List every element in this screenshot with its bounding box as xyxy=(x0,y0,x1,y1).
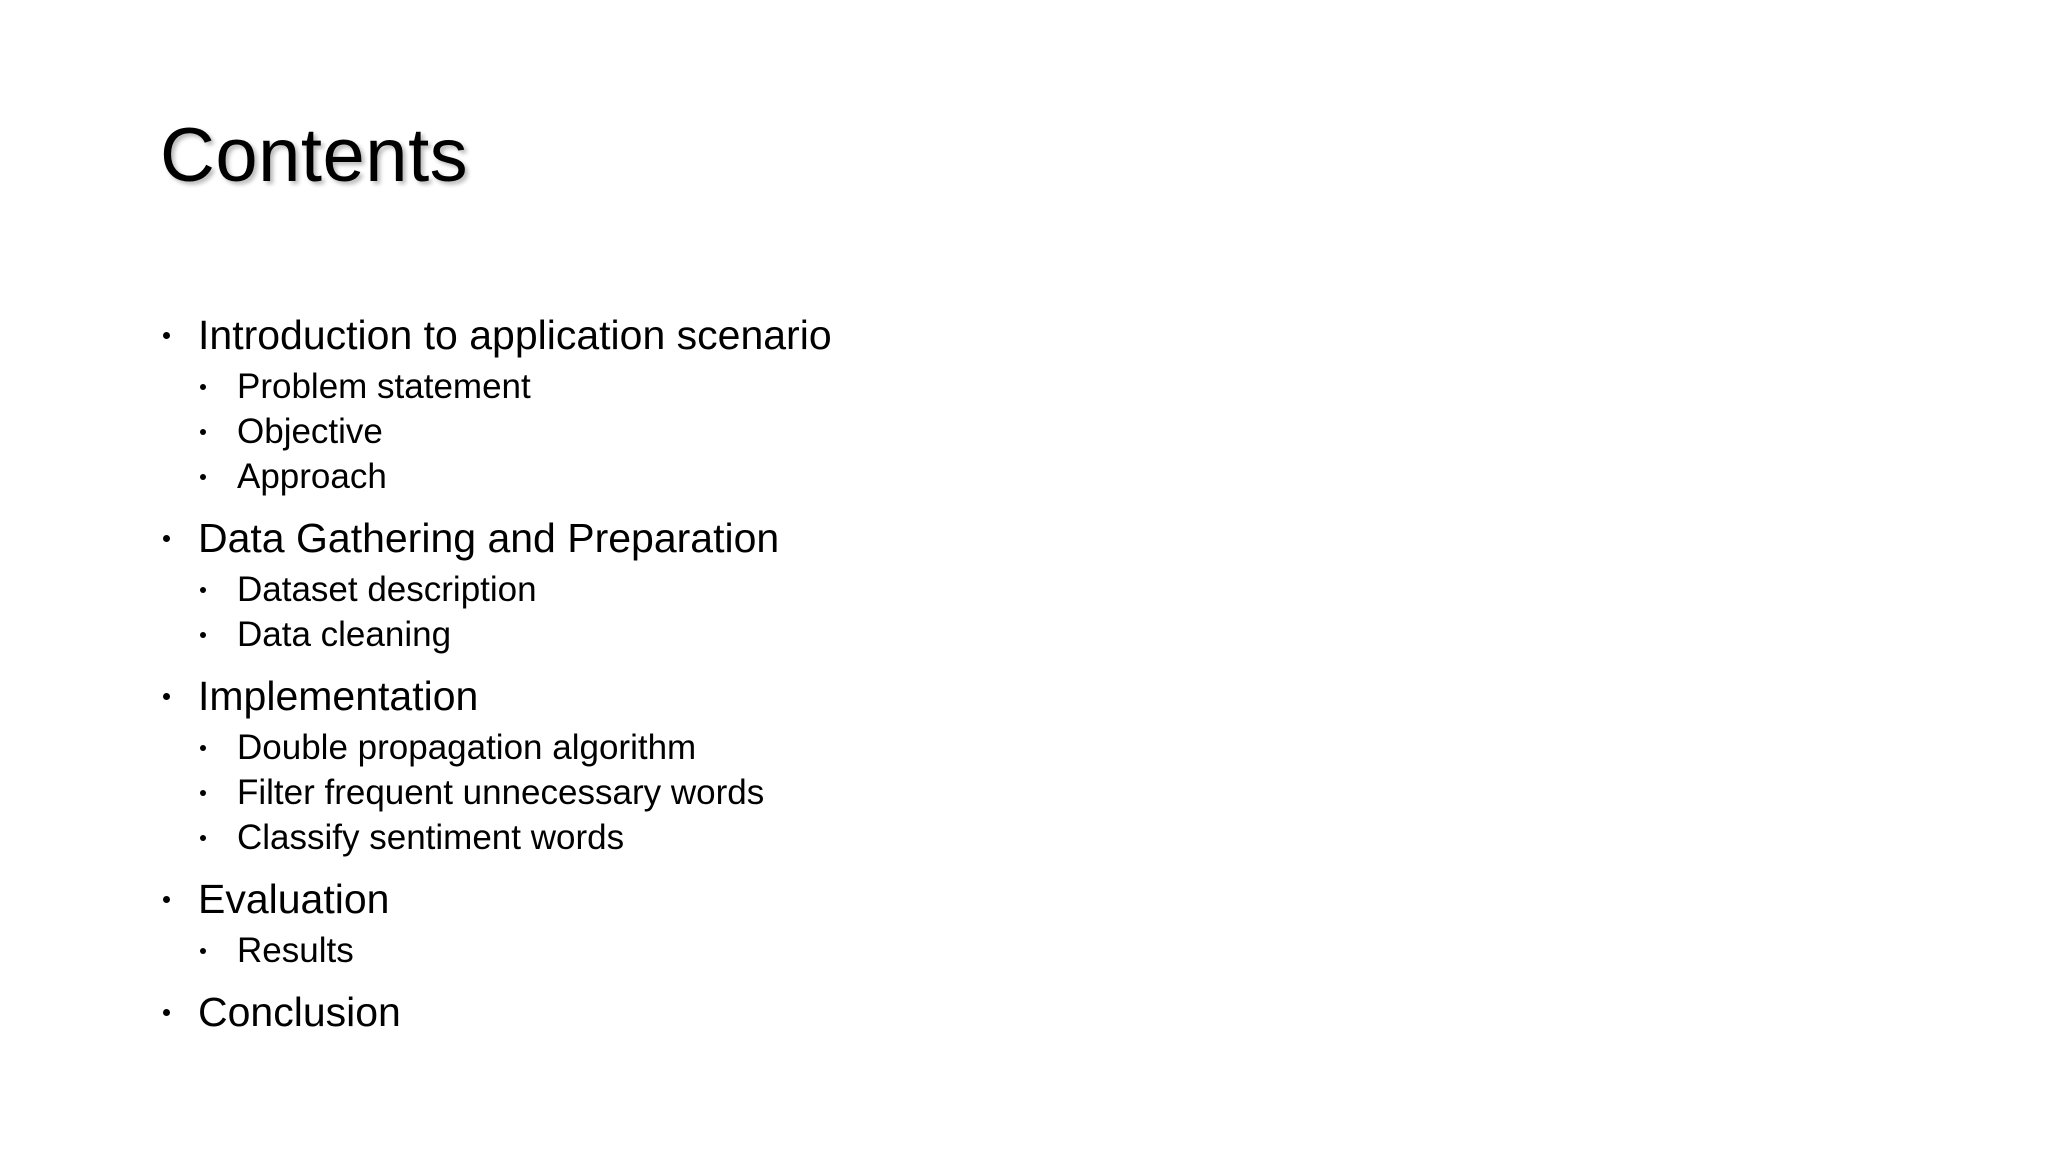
bullet-icon xyxy=(198,725,208,770)
bullet-icon xyxy=(161,509,171,567)
sub-list-item xyxy=(198,770,1660,815)
sub-list xyxy=(198,364,1660,499)
sub-list-item xyxy=(198,725,1660,770)
list-item-label: Conclusion xyxy=(198,989,401,1035)
list-item-label: Introduction to application scenario xyxy=(198,312,832,358)
sub-list-item xyxy=(198,454,1660,499)
sub-list xyxy=(198,725,1660,860)
sub-list xyxy=(198,567,1660,657)
sub-list-item xyxy=(198,364,1660,409)
sub-list-item xyxy=(198,567,1660,612)
sub-list-item-label: Dataset description xyxy=(237,570,537,609)
list-item xyxy=(160,306,1660,499)
sub-list-item-label: Filter frequent unnecessary words xyxy=(237,773,765,812)
list-item-label: Implementation xyxy=(198,673,479,719)
sub-list-item-label: Data cleaning xyxy=(237,615,452,654)
bullet-icon xyxy=(161,870,171,928)
list-item-label: Data Gathering and Preparation xyxy=(198,515,780,561)
list-item xyxy=(160,667,1660,860)
bullet-icon xyxy=(198,770,208,815)
bullet-icon xyxy=(161,667,171,725)
list-item-label: Evaluation xyxy=(198,876,390,922)
sub-list-item-label: Results xyxy=(237,931,354,970)
bullet-icon xyxy=(198,409,208,454)
bullet-icon xyxy=(198,928,208,973)
list-item xyxy=(160,983,1660,1041)
sub-list-item-label: Approach xyxy=(237,457,387,496)
bullet-icon xyxy=(198,454,208,499)
bullet-icon xyxy=(161,983,171,1041)
bullet-icon xyxy=(198,815,208,860)
sub-list-item xyxy=(198,612,1660,657)
sub-list-item xyxy=(198,409,1660,454)
bullet-icon xyxy=(161,306,171,364)
sub-list-item-label: Double propagation algorithm xyxy=(237,728,697,767)
bullet-icon xyxy=(198,612,208,657)
list-item xyxy=(160,870,1660,973)
contents-list xyxy=(160,306,1660,1051)
sub-list-item-label: Problem statement xyxy=(237,367,531,406)
sub-list-item xyxy=(198,928,1660,973)
sub-list-item xyxy=(198,815,1660,860)
list-item xyxy=(160,509,1660,657)
sub-list xyxy=(198,928,1660,973)
bullet-icon xyxy=(198,364,208,409)
slide-title: Contents xyxy=(160,113,469,198)
bullet-icon xyxy=(198,567,208,612)
sub-list-item-label: Objective xyxy=(237,412,383,451)
sub-list-item-label: Classify sentiment words xyxy=(237,818,625,857)
